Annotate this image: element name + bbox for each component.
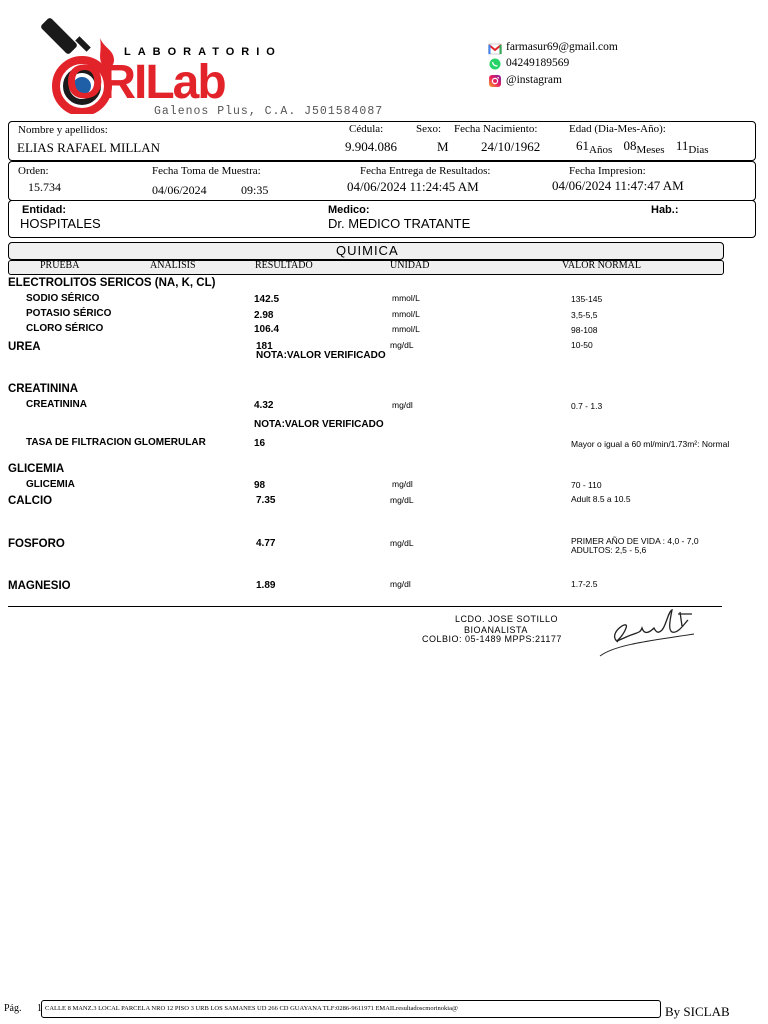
edad-meses: 08 bbox=[623, 138, 637, 153]
anos-unit: Años bbox=[589, 144, 613, 156]
test-value: 2.98 bbox=[254, 310, 274, 321]
test-name: CLORO SÉRICO bbox=[26, 323, 104, 334]
test-value: 4.32 bbox=[254, 400, 274, 411]
entrega-label: Fecha Entrega de Resultados: bbox=[360, 165, 491, 177]
name-label: Nombre y apellidos: bbox=[18, 124, 108, 136]
test-note: NOTA:VALOR VERIFICADO bbox=[254, 419, 384, 430]
col-resultado: RESULTADO bbox=[255, 260, 313, 271]
test-ref: Mayor o igual a 60 ml/min/1.73m²: Normal bbox=[571, 439, 730, 449]
signer-title: BIOANALISTA bbox=[464, 625, 528, 635]
edad-dias: 11 bbox=[675, 138, 689, 153]
entrega-value: 04/06/2024 11:24:45 AM bbox=[347, 179, 479, 194]
test-unit: mg/dl bbox=[390, 579, 411, 589]
signer-colbio: COLBIO: 05-1489 MPPS:21177 bbox=[422, 634, 562, 644]
logo-ori: ORI bbox=[66, 56, 146, 109]
cedula-value: 9.904.086 bbox=[345, 139, 397, 154]
hab-label: Hab.: bbox=[651, 204, 679, 216]
test-name: CREATININA bbox=[26, 399, 87, 410]
test-ref-line2: ADULTOS: 2,5 - 5,6 bbox=[571, 545, 647, 555]
email-text[interactable]: farmasur69@gmail.com bbox=[506, 41, 618, 53]
test-name: FOSFORO bbox=[8, 538, 65, 550]
test-name: MAGNESIO bbox=[8, 580, 71, 592]
test-unit: mmol/L bbox=[392, 324, 420, 334]
test-unit: mmol/L bbox=[392, 309, 420, 319]
electrolitos-title: ELECTROLITOS SERICOS (NA, K, CL) bbox=[8, 277, 216, 289]
col-prueba: PRUEBA bbox=[40, 260, 80, 271]
logo-lab: Lab bbox=[145, 56, 225, 109]
impresion-value: 04/06/2024 11:47:47 AM bbox=[552, 178, 684, 193]
instagram-icon bbox=[488, 75, 502, 87]
test-name: UREA bbox=[8, 341, 41, 353]
sexo-label: Sexo: bbox=[416, 123, 442, 135]
col-unidad: UNIDAD bbox=[390, 260, 430, 271]
page-label: Pág. bbox=[4, 1003, 22, 1014]
meses-unit: Meses bbox=[636, 144, 665, 156]
test-name: POTASIO SÉRICO bbox=[26, 308, 112, 319]
orden-value: 15.734 bbox=[28, 180, 61, 194]
toma-label: Fecha Toma de Muestra: bbox=[152, 165, 261, 177]
test-name: GLICEMIA bbox=[26, 479, 75, 490]
edad-label: Edad (Dia-Mes-Año): bbox=[569, 123, 666, 135]
whatsapp-icon bbox=[488, 58, 502, 70]
test-unit: mg/dl bbox=[392, 479, 413, 489]
test-value: 106.4 bbox=[254, 324, 280, 335]
glicemia-title: GLICEMIA bbox=[8, 463, 65, 475]
section-title: QUIMICA bbox=[336, 243, 399, 258]
impresion-label: Fecha Impresion: bbox=[569, 165, 646, 177]
test-value: 181 bbox=[256, 341, 273, 352]
test-ref: 70 - 110 bbox=[571, 480, 602, 490]
entidad-label: Entidad: bbox=[22, 204, 66, 216]
test-value: 7.35 bbox=[256, 495, 276, 506]
footer-address: CALLE 8 MANZ.3 LOCAL PARCELA NRO 12 PISO 3 URB LOS SAMANES UD 266 CD GUAYANA TLF:0286-9611971 EMAILresultadoscmorinokia@ bbox=[45, 1005, 458, 1012]
test-unit: mg/dL bbox=[390, 340, 414, 350]
instagram-text[interactable]: @instagram bbox=[506, 74, 562, 86]
company-name: Galenos Plus, C.A. J501584087 bbox=[154, 105, 384, 118]
test-value: 98 bbox=[254, 480, 266, 491]
col-analisis: ANALISIS bbox=[150, 260, 196, 271]
dias-unit: Dias bbox=[688, 144, 709, 156]
orden-label: Orden: bbox=[18, 165, 49, 177]
logo-main-text bbox=[66, 58, 225, 108]
entidad-value: HOSPITALES bbox=[20, 216, 101, 231]
test-ref: 10-50 bbox=[571, 340, 593, 350]
test-unit: mg/dl bbox=[392, 400, 413, 410]
test-ref-line1: PRIMER AÑO DE VIDA : 4,0 - 7,0 bbox=[571, 536, 699, 546]
test-name: SODIO SÉRICO bbox=[26, 293, 100, 304]
page-number: 1 bbox=[37, 1003, 42, 1014]
edad-anos: 61 bbox=[576, 138, 589, 153]
medico-label: Medico: bbox=[328, 204, 370, 216]
footer-brand: By SICLAB bbox=[665, 1004, 730, 1019]
test-ref: 0.7 - 1.3 bbox=[571, 401, 603, 411]
logo-top-text: LABORATORIO bbox=[124, 46, 282, 58]
test-name: CALCIO bbox=[8, 495, 53, 507]
test-note: NOTA:VALOR VERIFICADO bbox=[256, 350, 386, 361]
test-value: 1.89 bbox=[256, 580, 276, 591]
col-valor-normal: VALOR NORMAL bbox=[562, 260, 641, 271]
nacimiento-label: Fecha Nacimiento: bbox=[454, 123, 538, 135]
toma-hora: 09:35 bbox=[241, 183, 269, 197]
nacimiento-value: 24/10/1962 bbox=[481, 139, 541, 154]
toma-fecha: 04/06/2024 bbox=[152, 183, 207, 197]
test-name: TASA DE FILTRACION GLOMERULAR bbox=[26, 437, 206, 448]
test-value: 16 bbox=[254, 438, 266, 449]
cedula-label: Cédula: bbox=[349, 123, 384, 135]
test-unit: mmol/L bbox=[392, 293, 420, 303]
test-ref: 3,5-5,5 bbox=[571, 310, 598, 320]
test-unit: mg/dL bbox=[390, 495, 414, 505]
test-ref: Adult 8.5 a 10.5 bbox=[571, 494, 631, 504]
test-unit: mg/dL bbox=[390, 538, 414, 548]
edad-value bbox=[576, 138, 709, 154]
test-ref: 1.7-2.5 bbox=[571, 579, 598, 589]
signer-name: LCDO. JOSE SOTILLO bbox=[455, 614, 559, 624]
patient-name: ELIAS RAFAEL MILLAN bbox=[17, 140, 160, 155]
test-value: 142.5 bbox=[254, 294, 280, 305]
test-ref: 135-145 bbox=[571, 294, 603, 304]
gmail-icon bbox=[488, 43, 502, 55]
signature-image bbox=[596, 604, 706, 662]
phone-text[interactable]: 04249189569 bbox=[506, 57, 570, 69]
test-value: 4.77 bbox=[256, 538, 276, 549]
medico-value: Dr. MEDICO TRATANTE bbox=[328, 216, 471, 231]
creatinina-title: CREATININA bbox=[8, 383, 79, 395]
sexo-value: M bbox=[437, 139, 449, 154]
test-ref: 98-108 bbox=[571, 325, 598, 335]
